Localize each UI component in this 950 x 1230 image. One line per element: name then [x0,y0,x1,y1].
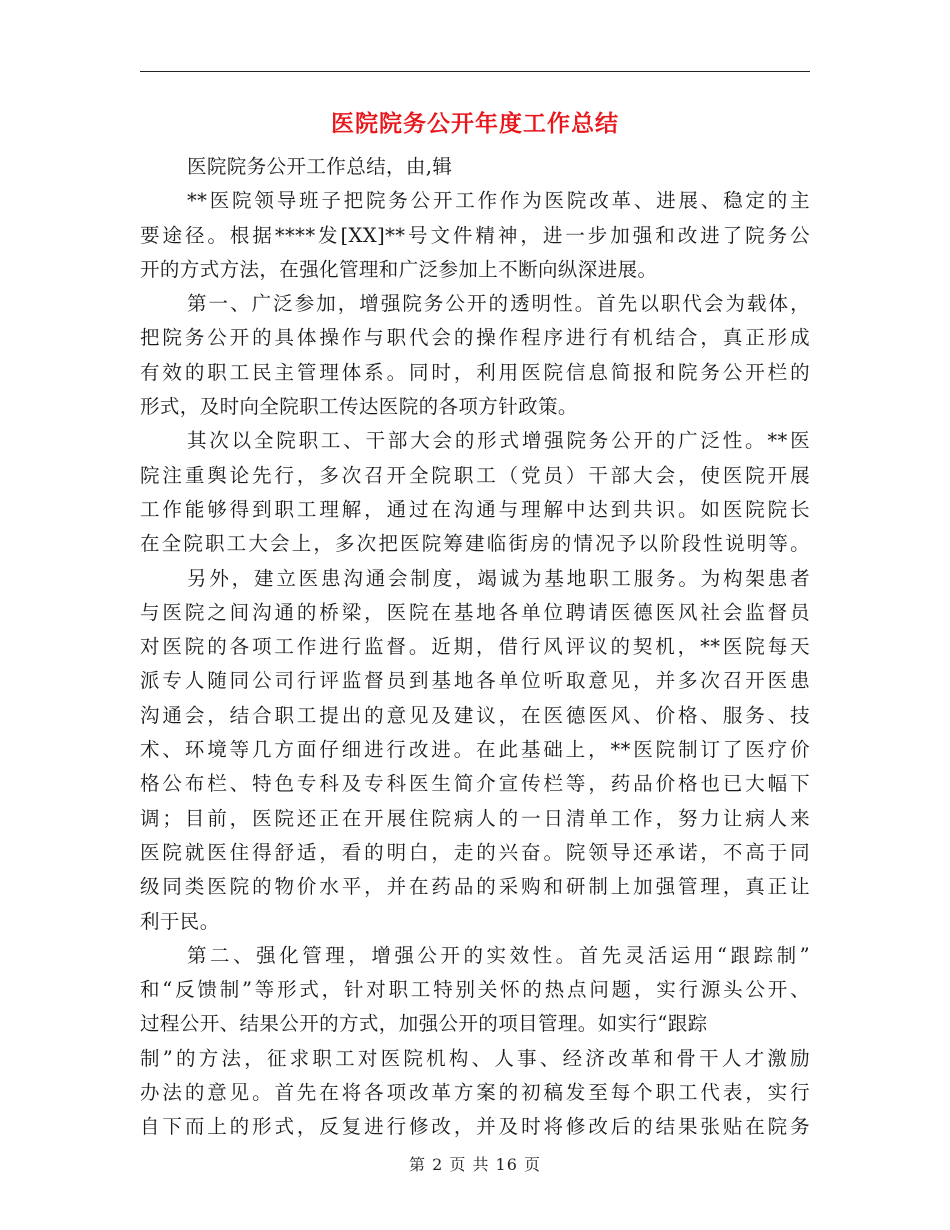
text-line: 自下而上的形式，反复进行修改，并及时将修改后的结果张贴在院务 [140,1115,810,1139]
text-line: 开的方式方法，在强化管理和广泛参加上不断向纵深进展。 [140,257,658,281]
text-line: 术、环境等几方面仔细进行改进。在此基础上，**医院制订了医疗价 [140,738,810,762]
page-footer: 第 2 页 共 16 页 [409,1155,541,1174]
header-rule [140,71,810,72]
text-line: 医院就医住得舒适，看的明白，走的兴奋。院领导还承诺，不高于同 [140,840,810,864]
text-line: 第二、强化管理，增强公开的实效性。首先灵活运用“跟踪制” [187,943,810,967]
text-line: 在全院职工大会上，多次把医院筹建临街房的情况予以阶段性说明等。 [140,532,810,556]
text-line: 对医院的各项工作进行监督。近期，借行风评议的契机，**医院每天 [140,635,810,659]
text-line: 有效的职工民主管理体系。同时，利用医院信息简报和院务公开栏的 [140,360,810,384]
text-line: 调；目前，医院还正在开展住院病人的一日清单工作，努力让病人来 [140,806,810,830]
text-line: 院注重舆论先行，多次召开全院职工（党员）干部大会，使医院开展 [140,463,810,487]
text-line: 要途径。根据****发[XX]**号文件精神，进一步加强和改进了院务公 [140,223,810,247]
text-line: 与医院之间沟通的桥梁，医院在基地各单位聘请医德医风社会监督员 [140,600,810,624]
text-line: 形式，及时向全院职工传达医院的各项方针政策。 [140,395,578,419]
document-body [140,150,810,1145]
text-line: 制”的方法，征求职工对医院机构、人事、经济改革和骨干人才激励 [140,1046,810,1070]
text-line: 派专人随同公司行评监督员到基地各单位听取意见，并多次召开医患 [140,669,810,693]
text-line: 过程公开、结果公开的方式，加强公开的项目管理。如实行“跟踪 [140,1012,708,1036]
text-line: 沟通会，结合职工提出的意见及建议，在医德医风、价格、服务、技 [140,703,810,727]
text-line: 办法的意见。首先在将各项改革方案的初稿发至每个职工代表，实行 [140,1081,810,1105]
text-line: **医院领导班子把院务公开工作作为医院改革、进展、稳定的主 [187,189,810,213]
text-line: 格公布栏、特色专科及专科医生简介宣传栏等，药品价格也已大幅下 [140,772,810,796]
text-line: 另外，建立医患沟通会制度，竭诚为基地职工服务。为构架患者 [187,566,810,590]
document-title: 医院院务公开年度工作总结 [331,110,619,137]
text-line: 利于民。 [140,909,220,933]
text-line: 医院院务公开工作总结，由,辑 [187,155,453,178]
text-line: 和“反馈制”等形式，针对职工特别关怀的热点问题，实行源头公开、 [140,978,810,1002]
text-line: 级同类医院的物价水平，并在药品的采购和研制上加强管理，真正让 [140,875,810,899]
text-line: 第一、广泛参加，增强院务公开的透明性。首先以职代会为载体， [187,292,810,316]
text-line: 其次以全院职工、干部大会的形式增强院务公开的广泛性。**医 [187,429,810,453]
text-line: 把院务公开的具体操作与职代会的操作程序进行有机结合，真正形成 [140,326,810,350]
text-line: 工作能够得到职工理解，通过在沟通与理解中达到共识。如医院院长 [140,497,810,521]
